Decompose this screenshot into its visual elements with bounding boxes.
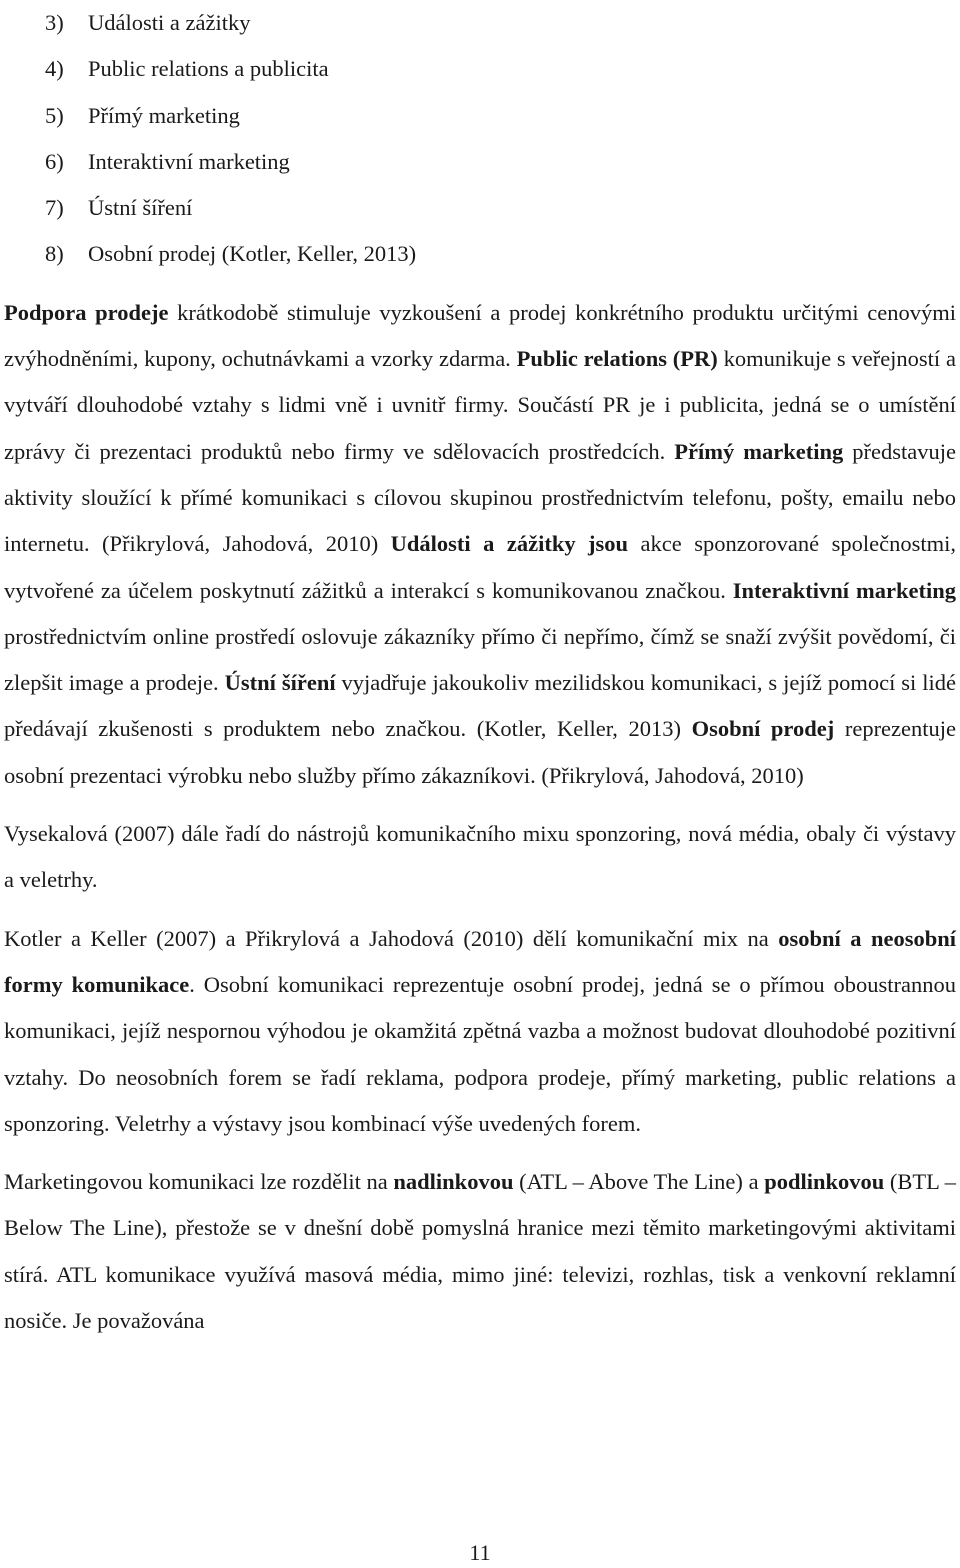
- text-segment: (ATL – Above The Line) a: [513, 1169, 765, 1195]
- list-item: [4, 139, 956, 185]
- text-segment: krátkodobě stimuluje vyzkoušení a prodej konkrétního produktu určitými cenovými zvýhodněními, kupony, ochutnávkami a vzorky zdarma.: [4, 299, 956, 372]
- text-segment: vyjadřuje jakoukoliv mezilidskou komunikaci, s jejíž pomocí si lidé předávají zkušenosti s produktem nebo značkou. (Kotler, Keller, 2013): [4, 670, 956, 742]
- paragraph-vysekalova: Vysekalová (2007) dále řadí do nástrojů komunikačního mixu sponzoring, nová média, obaly či výstavy a veletrhy.: [4, 821, 956, 893]
- page-number: 11: [469, 1540, 491, 1565]
- term-sales-promotion: Podpora prodeje: [4, 299, 169, 325]
- list-item-text: Public relations a publicita: [88, 56, 329, 82]
- term-interactive-marketing: Interaktivní marketing: [732, 577, 956, 603]
- list-item: [4, 231, 956, 277]
- list-item-text: Události a zážitky: [88, 10, 251, 35]
- term-below-the-line: podlinkovou: [764, 1169, 885, 1195]
- text-segment: reprezentuje osobní prezentaci výrobku nebo služby přímo zákazníkovi. (Přikrylová, Jahodová, 2010): [4, 716, 957, 788]
- list-item-number: 8): [45, 241, 64, 267]
- term-personal-selling: Osobní prodej: [691, 716, 835, 742]
- term-above-the-line: nadlinkovou: [393, 1169, 514, 1195]
- list-item-number: 5): [45, 102, 64, 128]
- text-segment: . Osobní komunikaci reprezentuje osobní prodej, jedná se o přímou oboustrannou komunikaci, jejíž nespornou výhodou je okamžitá zpětná vazba a možnost budovat dlouhodobé pozitivní vztahy. Do neosobních forem se řadí reklama, podpora prodeje, přímý marketing, public relations a sponzoring. Veletrhy a výstavy jsou kombinací výše uvedených forem.: [4, 971, 957, 1136]
- list-item-text: Osobní prodej (Kotler, Keller, 2013): [88, 241, 417, 267]
- list-item: [4, 185, 956, 231]
- paragraph-communication-forms: [4, 916, 956, 1147]
- paragraph-communication-tools: [4, 290, 956, 799]
- list-item-number: 7): [45, 195, 64, 221]
- list-item-number: 3): [45, 10, 64, 35]
- term-personal-impersonal-forms: osobní a neosobní formy komunikace: [4, 925, 956, 997]
- list-item-number: 4): [45, 56, 64, 82]
- text-segment: Kotler a Keller (2007) a Přikrylová a Jahodová (2010) dělí komunikační mix na: [4, 925, 779, 951]
- list-item-number: 6): [45, 148, 64, 174]
- list-item-text: Ústní šíření: [88, 195, 193, 221]
- document-page: [4, 0, 956, 1344]
- term-direct-marketing: Přímý marketing: [674, 438, 844, 464]
- text-segment: komunikuje s veřejností a vytváří dlouhodobé vztahy s lidmi vně i uvnitř firmy. Součástí PR je i publicita, jedná se o umístění zprávy či prezentaci produktů nebo firmy ve sdělovacích prostředcích.: [4, 346, 956, 464]
- text-segment: akce sponzorované společnostmi, vytvořené za účelem poskytnutí zážitků a interakcí s komunikovanou značkou.: [4, 531, 956, 603]
- term-public-relations: Public relations (PR): [516, 346, 718, 372]
- term-events-experiences: Události a zážitky jsou: [390, 531, 629, 557]
- text-segment: Marketingovou komunikaci lze rozdělit na: [4, 1169, 394, 1195]
- list-item: [4, 0, 956, 46]
- paragraph-atl-btl: [4, 1159, 956, 1344]
- list-item: [4, 93, 956, 139]
- text-segment: (BTL – Below The Line), přestože se v dnešní době pomyslná hranice mezi těmito marketingovými aktivitami stírá. ATL komunikace využívá masová média, mimo jiné: televizi, rozhlas, tisk a venkovní reklamní nosiče. Je považována: [4, 1169, 956, 1334]
- text-segment: představuje aktivity sloužící k přímé komunikaci s cílovou skupinou prostřednictvím telefonu, pošty, emailu nebo internetu. (Přikrylová, Jahodová, 2010): [4, 438, 956, 557]
- text-segment: prostřednictvím online prostředí oslovuje zákazníky přímo či nepřímo, čímž se snaží zvýšit povědomí, či zlepšit image a prodeje.: [4, 623, 956, 696]
- numbered-list: [4, 0, 956, 278]
- list-item-text: Přímý marketing: [88, 102, 240, 128]
- term-word-of-mouth: Ústní šíření: [224, 670, 336, 696]
- list-item: [4, 46, 956, 92]
- list-item-text: Interaktivní marketing: [88, 148, 290, 174]
